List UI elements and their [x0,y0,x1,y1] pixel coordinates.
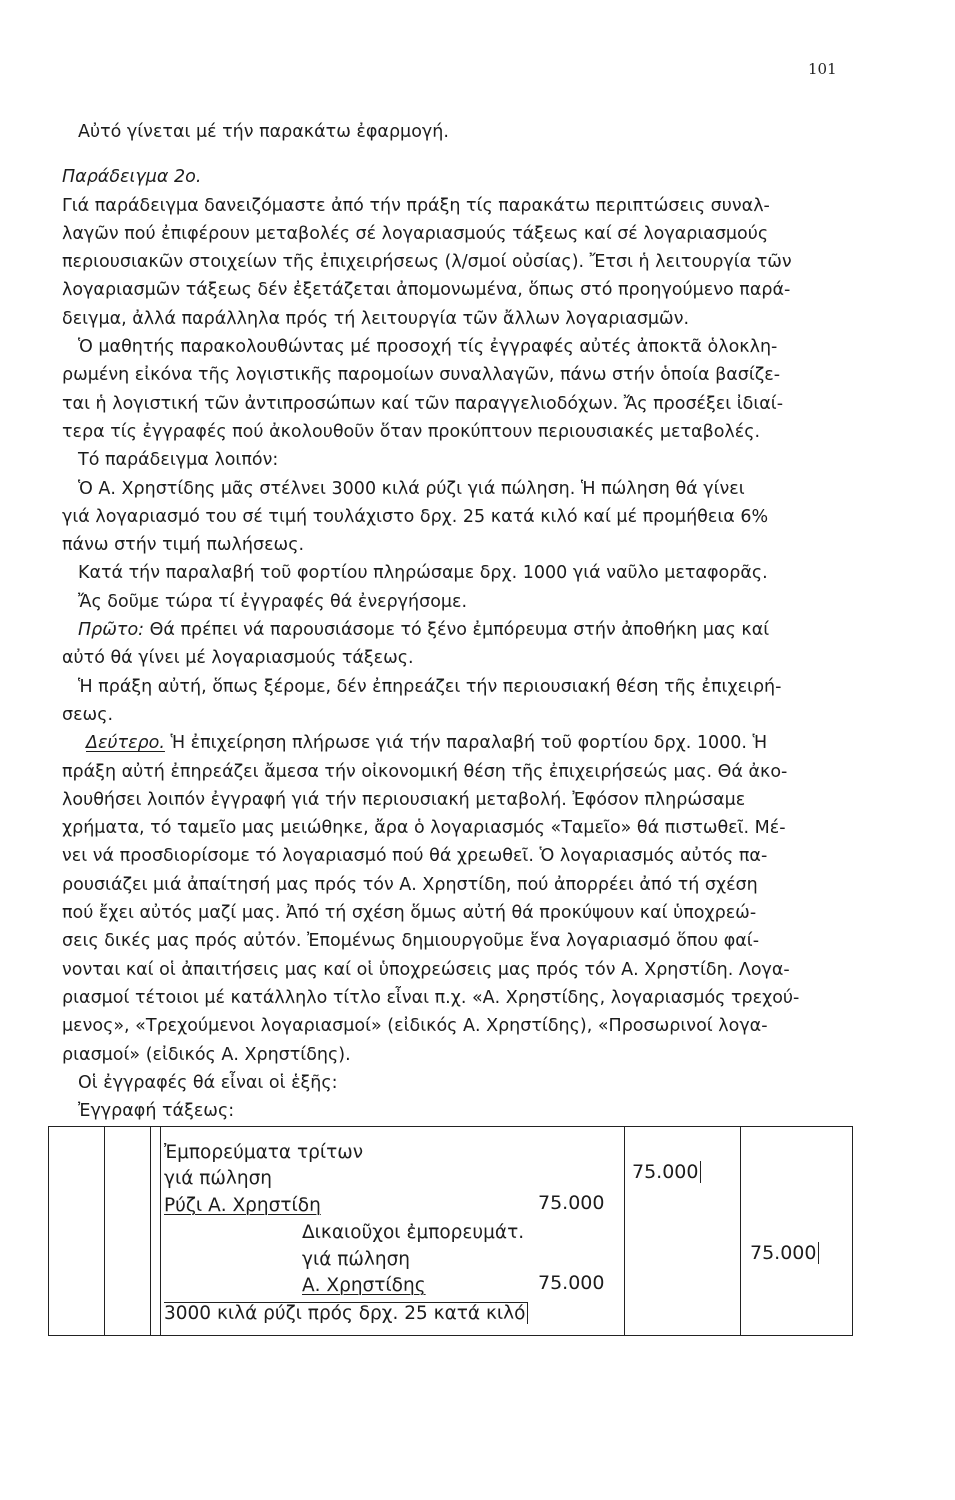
page-number: 101 [808,60,837,78]
credit-account-line: Α. Χρηστίδης [302,1275,426,1296]
paragraph-line: πού ἔχει αὐτός μαζί μας. Ἀπό τή σχέση ὅμως αὐτή θά προκύψουν καί ὑποχρεώ- [62,903,757,924]
paragraph-line: δειγμα, ἀλλά παράλληλα πρός τή λειτουργία τῶν ἄλλων λογαριασμῶν. [62,308,690,329]
column-divider [740,1126,741,1336]
total-credit-amount: 75.000 [750,1242,819,1264]
paragraph-line: Κατά τήν παραλαβή τοῦ φορτίου πληρώσαμε δρχ. 1000 γιά ναῦλο μεταφορᾶς. [78,563,768,584]
paragraph-line: γιά λογαριασμό του σέ τιμή τουλάχιστο δρχ. 25 κατά κιλό καί μέ προμήθεια 6% [62,506,769,527]
paragraph-line: ριασμοί» (εἰδικός Α. Χρηστίδης). [62,1044,351,1065]
column-divider [104,1126,105,1336]
paragraph-line: λουθήσει λοιπόν ἐγγραφή γιά τήν περιουσιακή μεταβολή. Ἐφόσον πληρώσαμε [62,789,746,810]
paragraph-line: Ὁ μαθητής παρακολουθώντας μέ προσοχή τίς ἐγγραφές αὐτές ἀποκτᾶ ὁλοκλη- [78,337,778,358]
paragraph-line: Γιά παράδειγμα δανειζόμαστε ἀπό τήν πράξη τίς παρακάτω περιπτώσεις συναλ- [62,195,770,216]
paragraph-line: μενος», «Τρεχούμενοι λογαριασμοί» (εἰδικός Α. Χρηστίδης), «Προσωρινοί λογα- [62,1016,768,1037]
paragraph-line: νει νά προσδιορίσομε τό λογαριασμό πού θά χρεωθεῖ. Ὁ λογαριασμός αὐτός πα- [62,846,768,867]
paragraph-line: περιουσιακῶν στοιχείων τῆς ἐπιχειρήσεως (λ/σμοί οὐσίας). Ἔτσι ἡ λειτουργία τῶν [62,252,792,273]
credit-account-line: Δικαιοῦχοι ἐμπορευμάτ. [302,1222,525,1243]
paragraph-line: αὐτό θά γίνει μέ λογαριασμούς τάξεως. [62,648,414,669]
paragraph-line: τερα τίς ἐγγραφές πού ἀκολουθοῦν ὅταν προκύπτουν περιουσιακές μεταβολές. [62,421,761,442]
paragraph-line: Ἐγγραφή τάξεως: [78,1101,235,1122]
paragraph-line: σεως. [62,704,114,725]
partial-debit-amount: 75.000 [538,1192,605,1214]
paragraph-line [62,616,852,644]
debit-account-line: γιά πώληση [164,1168,273,1189]
paragraph-line: λογαριασμῶν τάξεως δέν ἐξετάζεται ἀπομονωμένα, ὅπως στό προηγούμενο παρά- [62,280,791,301]
credit-account-line: γιά πώληση [302,1249,411,1270]
paragraph-line: Οἱ ἐγγραφές θά εἶναι οἱ ἑξῆς: [78,1072,338,1093]
body-text [62,118,852,1125]
paragraph-line: Τό παράδειγμα λοιπόν: [78,450,279,471]
first-text: Θά πρέπει νά παρουσιάσομε τό ξένο ἐμπόρευμα στήν ἀποθήκη μας καί [144,620,770,641]
paragraph-line: πράξη αὐτή ἐπηρεάζει ἄμεσα τήν οἰκονομική θέση τῆς ἐπιχειρήσεώς μας. Θά ἀκο- [62,761,788,782]
paragraph-line: ρουσιάζει μιά ἀπαίτησή μας πρός τόν Α. Χρηστίδη, πού ἀπορρέει ἀπό τή σχέση [62,874,758,895]
entry-description: 3000 κιλά ρύζι πρός δρχ. 25 κατά κιλό [164,1302,528,1324]
paragraph-line: Ὁ Α. Χρηστίδης μᾶς στέλνει 3000 κιλά ρύζι γιά πώληση. Ἡ πώληση θά γίνει [78,478,745,499]
paragraph-line: λαγῶν πού ἐπιφέρουν μεταβολές σέ λογαριασμούς τάξεως καί σέ λογαριασμούς [62,223,769,244]
first-label: Πρῶτο: [78,620,145,641]
debit-account-line: Ρύζι Α. Χρηστίδη [164,1195,321,1216]
paragraph-line: πάνω στήν τιμή πωλήσεως. [62,535,305,556]
second-text: Ἡ ἐπιχείρηση πλήρωσε γιά τήν παραλαβή τοῦ φορτίου δρχ. 1000. Ἡ [164,733,768,754]
paragraph-line [62,729,852,757]
paragraph-line: ρωμένη εἰκόνα τῆς λογιστικῆς παρομοίων συναλλαγῶν, πάνω στήν ὁποία βασίζε- [62,365,781,386]
debit-account-line: Ἐμπορεύματα τρίτων [164,1142,364,1163]
column-divider [624,1126,625,1336]
paragraph-line: ται ἡ λογιστική τῶν ἀντιπροσώπων καί τῶν παραγγελιοδόχων. Ἄς προσέξει ἰδιαί- [62,393,784,414]
journal-entry-table [48,1126,853,1336]
column-divider [150,1126,151,1336]
paragraph-line: Ἡ πράξη αὐτή, ὅπως ξέρομε, δέν ἐπηρεάζει τήν περιουσιακή θέση τῆς ἐπιχειρή- [78,676,782,697]
paragraph-line: νονται καί οἱ ἀπαιτήσεις μας καί οἱ ὑποχρεώσεις μας πρός τόν Α. Χρηστίδη. Λογα- [62,959,790,980]
example-title: Παράδειγμα 2ο. [62,167,202,188]
paragraph-line: σεις δικές μας πρός αὐτόν. Ἐπομένως δημιουργοῦμε ἕνα λογαριασμό ὅπου φαί- [62,931,760,952]
paragraph-line: Ἄς δοῦμε τώρα τί ἐγγραφές θά ἐνεργήσομε. [78,591,468,612]
partial-credit-amount: 75.000 [538,1272,605,1294]
total-debit-amount: 75.000 [632,1161,701,1183]
intro-line: Αὐτό γίνεται μέ τήν παρακάτω ἐφαρμογή. [78,122,449,142]
paragraph-line: ριασμοί τέτοιοι μέ κατάλληλο τίτλο εἶναι π.χ. «Α. Χρηστίδης, λογαριασμός τρεχού- [62,987,800,1008]
paragraph-line: χρήματα, τό ταμεῖο μας μειώθηκε, ἄρα ὁ λογαριασμός «Ταμεῖο» θά πιστωθεῖ. Μέ- [62,818,786,839]
column-divider [160,1126,161,1336]
second-label: Δεύτερο. [86,733,165,754]
